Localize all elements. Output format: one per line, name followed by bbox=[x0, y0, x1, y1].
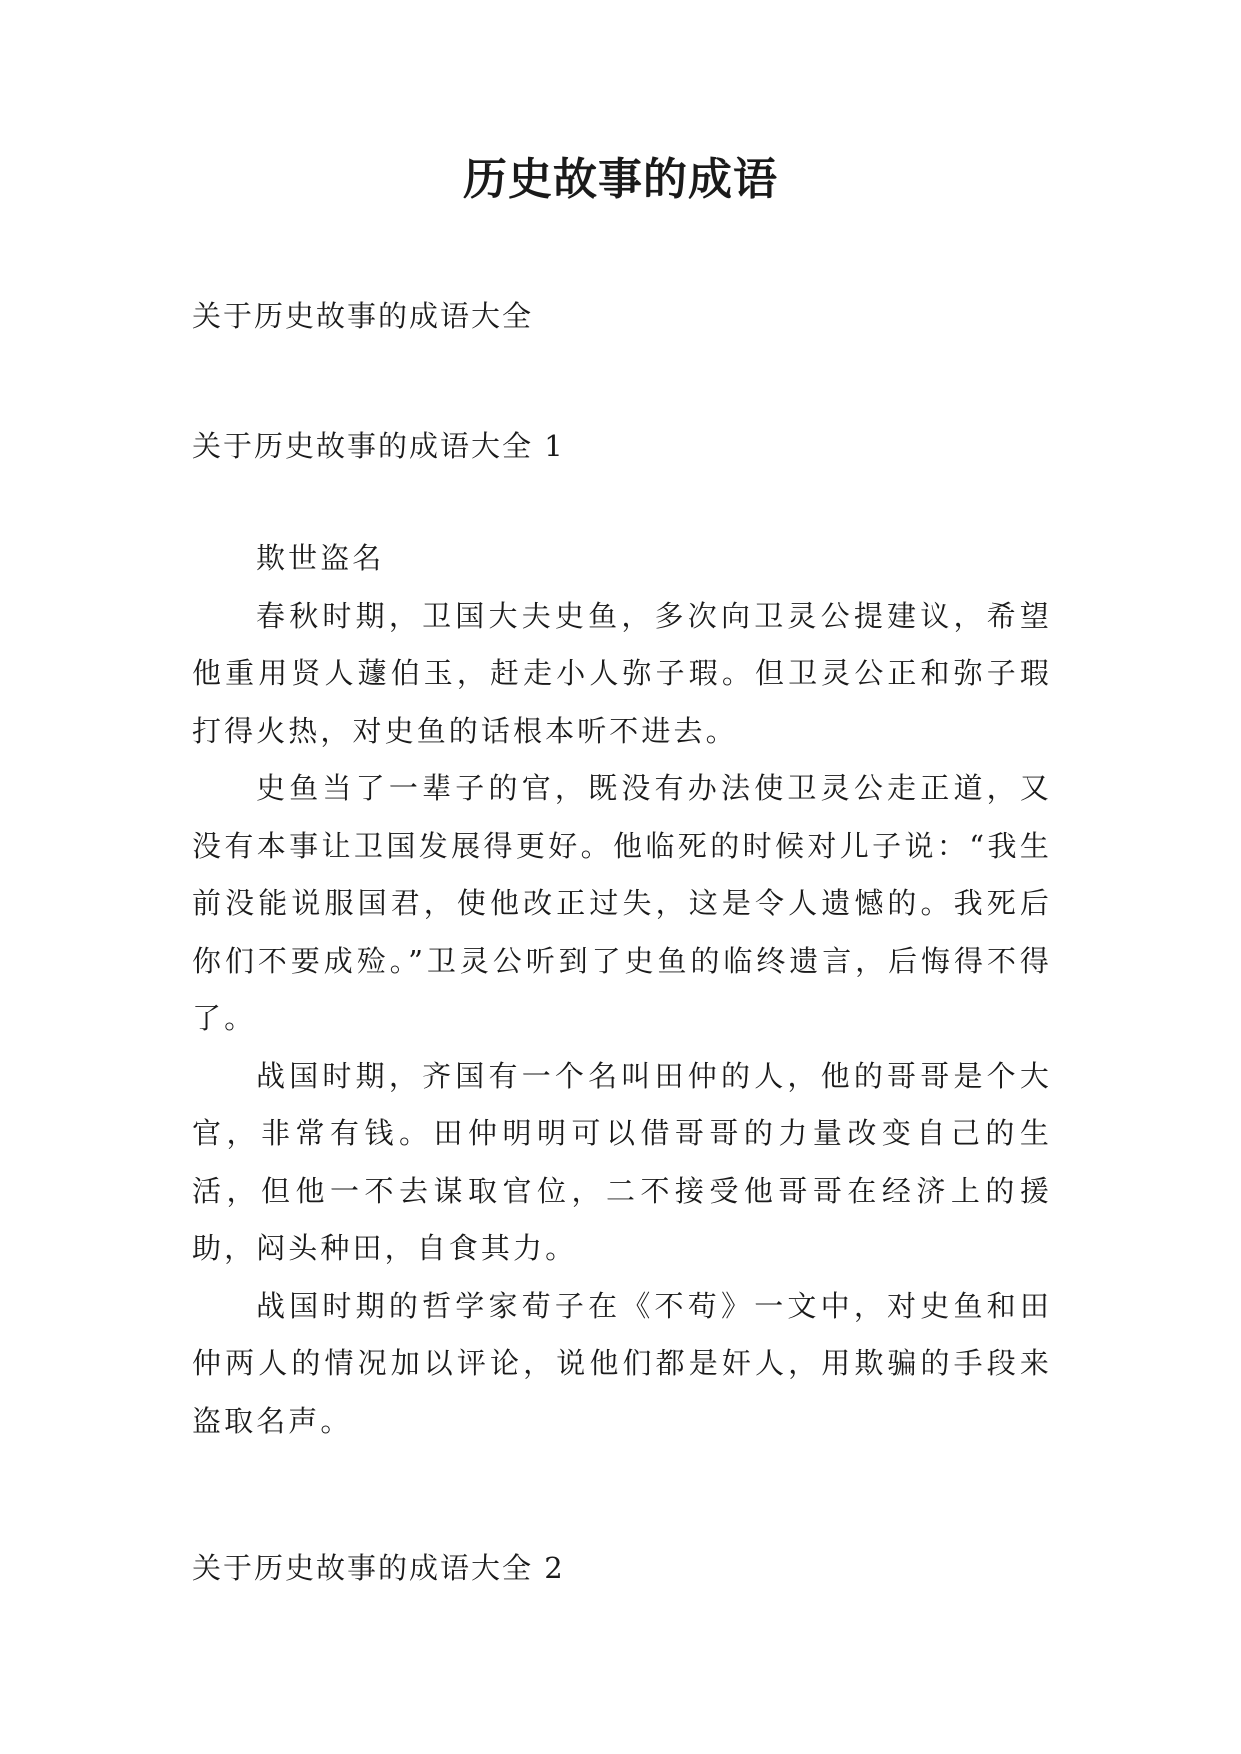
document-subtitle: 关于历史故事的成语大全 bbox=[192, 299, 534, 333]
paragraph: 战国时期的哲学家荀子在《不苟》一文中，对史鱼和田仲两人的情况加以评论，说他们都是奸人，用欺骗的手段来盗取名声。 bbox=[192, 1288, 1052, 1438]
paragraph-idiom-title: 欺世盗名 bbox=[256, 541, 385, 575]
document-title: 历史故事的成语 bbox=[463, 154, 778, 205]
paragraph: 史鱼当了一辈子的官，既没有办法使卫灵公走正道，又没有本事让卫国发展得更好。他临死的时候对儿子说：“我生前没能说服国君，使他改正过失，这是令人遗憾的。我死后你们不要成殓。”卫灵公听到了史鱼的临终遗言，后悔得不得了。 bbox=[192, 771, 1052, 1035]
section-heading-2: 关于历史故事的成语大全 2 bbox=[192, 1551, 565, 1585]
paragraph: 春秋时期，卫国大夫史鱼，多次向卫灵公提建议，希望他重用贤人蘧伯玉，赶走小人弥子瑕。但卫灵公正和弥子瑕打得火热，对史鱼的话根本听不进去。 bbox=[192, 598, 1052, 748]
section-1-body bbox=[192, 530, 1052, 1450]
section-heading-1: 关于历史故事的成语大全 1 bbox=[192, 429, 565, 463]
paragraph: 战国时期，齐国有一个名叫田仲的人，他的哥哥是个大官，非常有钱。田仲明明可以借哥哥的力量改变自己的生活，但他一不去谋取官位，二不接受他哥哥在经济上的援助，闷头种田，自食其力。 bbox=[192, 1058, 1052, 1265]
